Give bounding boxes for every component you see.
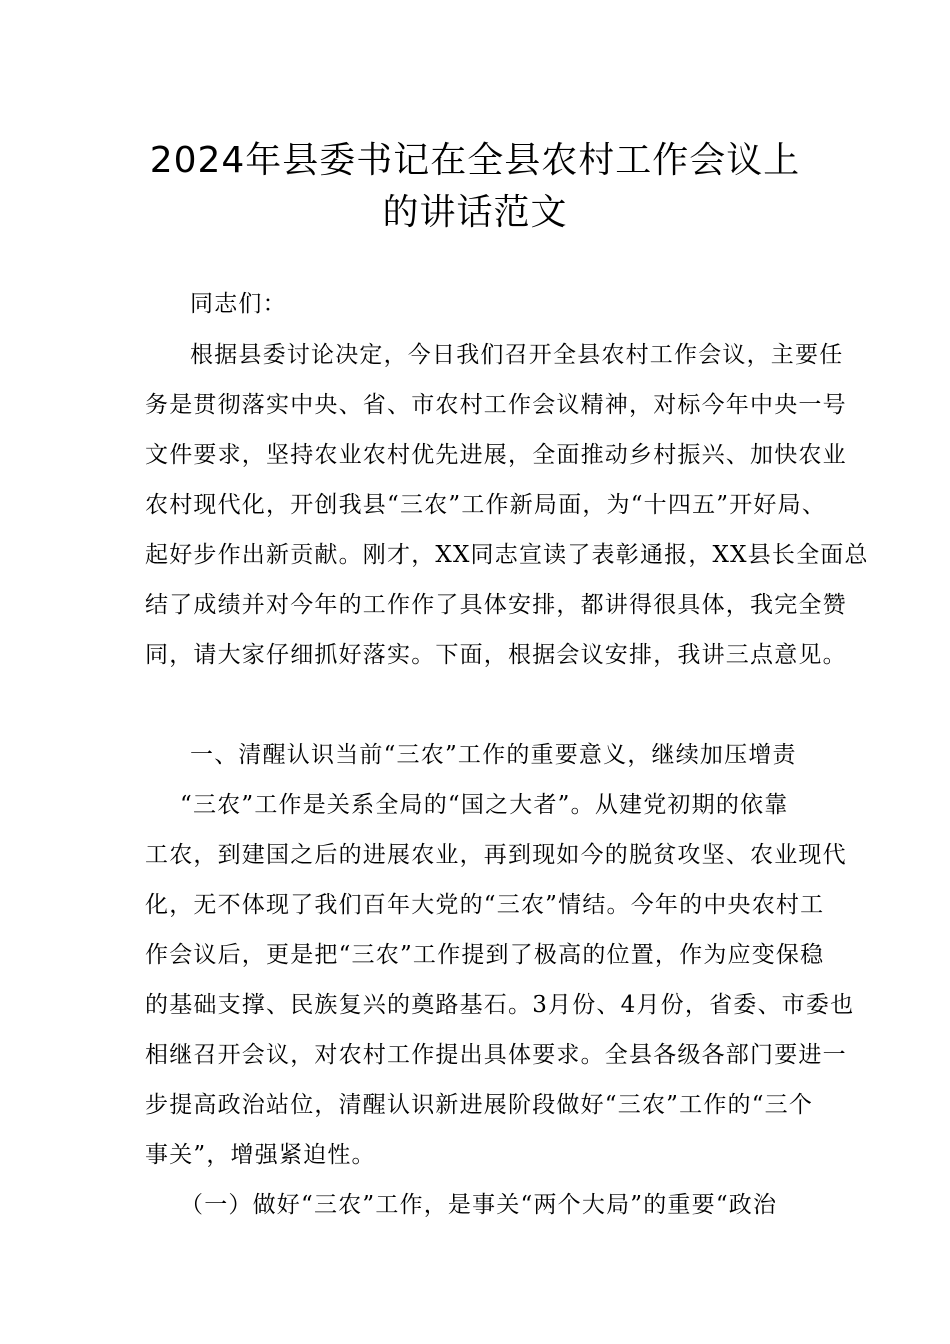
- intro-line: 根据县委讨论决定，今日我们召开全县农村工作会议，主要任: [190, 342, 844, 368]
- intro-line: 结了成绩并对今年的工作作了具体安排，都讲得很具体，我完全赞: [145, 592, 847, 618]
- section-heading: 一、清醒认识当前“三农”工作的重要意义，继续加压增责: [190, 742, 797, 768]
- intro-line: 同，请大家仔细抓好落实。下面，根据会议安排，我讲三点意见。: [145, 642, 847, 668]
- section-line: 事关”，增强紧迫性。: [145, 1142, 376, 1168]
- section-line: 步提高政治站位，清醒认识新进展阶段做好“三农”工作的“三个: [145, 1092, 814, 1118]
- section-line: 相继召开会议，对农村工作提出具体要求。全县各级各部门要进一: [145, 1042, 847, 1068]
- intro-line: 起好步作出新贡献。刚才，XX同志宣读了表彰通报，XX县长全面总: [145, 542, 869, 568]
- intro-line: 文件要求，坚持农业农村优先进展，全面推动乡村振兴、加快农业: [145, 442, 847, 468]
- section-line: “三农”工作是关系全局的“国之大者”。从建党初期的依靠: [180, 792, 789, 818]
- salutation: 同志们：: [190, 291, 287, 317]
- section-line: 化，无不体现了我们百年大党的“三农”情结。今年的中央农村工: [145, 892, 825, 918]
- section-line: 工农，到建国之后的进展农业，再到现如今的脱贫攻坚、农业现代: [145, 842, 847, 868]
- intro-line: 务是贯彻落实中央、省、市农村工作会议精神，对标今年中央一号: [145, 392, 847, 418]
- intro-line: 农村现代化，开创我县“三农”工作新局面，为“十四五”开好局、: [145, 492, 827, 518]
- section-line: 的基础支撑、民族复兴的奠路基石。3月份、4月份，省委、市委也: [145, 992, 855, 1018]
- subsection-heading: （一）做好“三农”工作，是事关“两个大局”的重要“政治: [180, 1192, 778, 1218]
- document-title-line-2: 的讲话范文: [382, 192, 568, 233]
- document-title-line-1: 2024年县委书记在全县农村工作会议上: [149, 140, 801, 181]
- section-line: 作会议后，更是把“三农”工作提到了极高的位置，作为应变保稳: [145, 942, 825, 968]
